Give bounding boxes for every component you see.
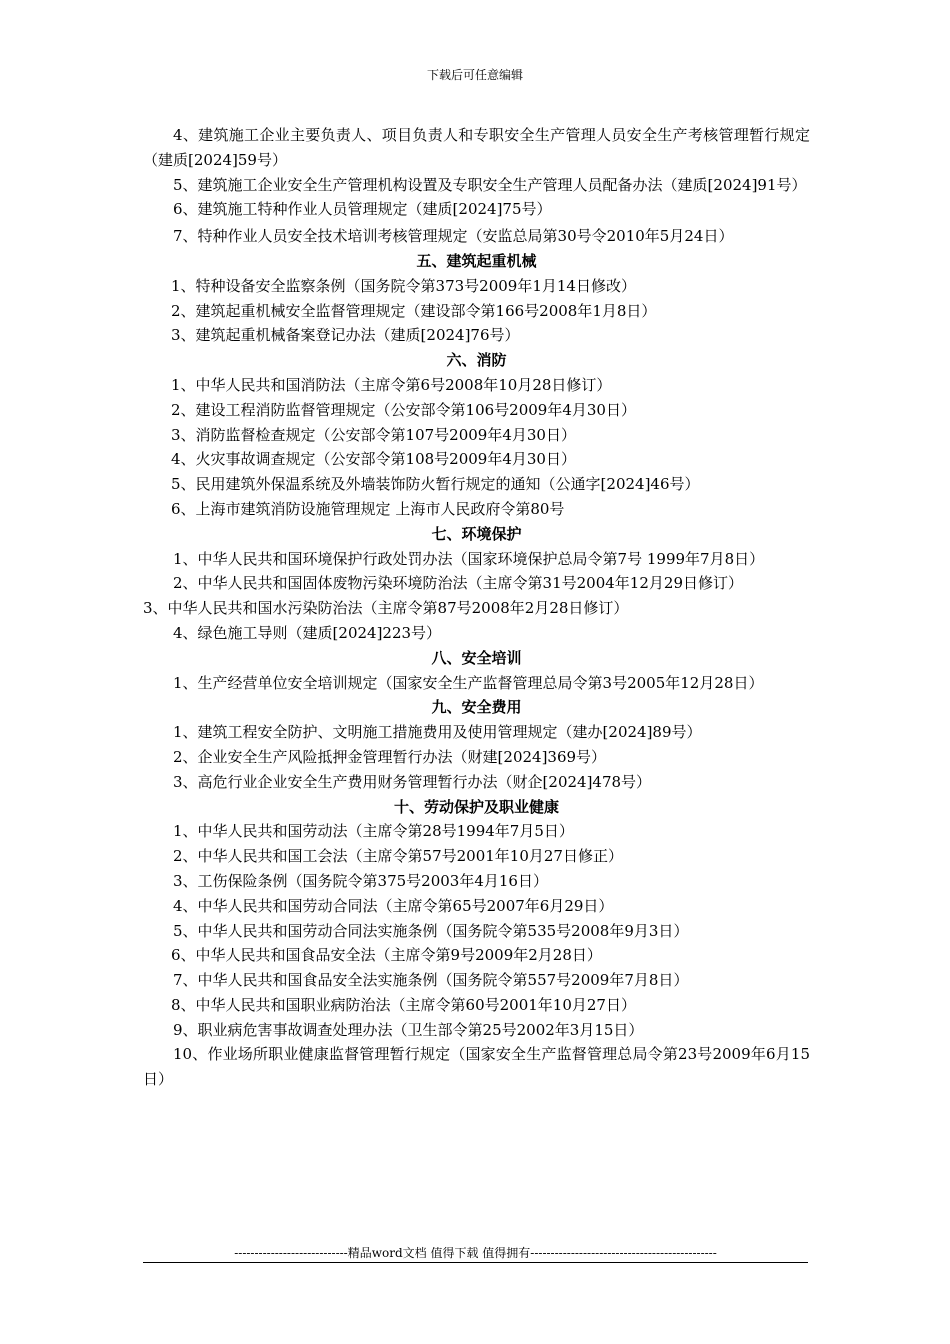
page-header: 下载后可任意编辑 [426, 68, 523, 82]
document-body [143, 123, 810, 1092]
regulation-item: 7、特种作业人员安全技术培训考核管理规定（安监总局第30号令2010年5月24日） [173, 227, 734, 246]
regulation-item: 4、绿色施工导则（建质[2024]223号） [173, 623, 442, 642]
regulation-item: 1、中华人民共和国劳动法（主席令第28号1994年7月5日） [173, 822, 574, 841]
regulation-item: 5、建筑施工企业安全生产管理机构设置及专职安全生产管理人员配备办法（建质[2024]91号） [173, 175, 807, 194]
regulation-item: 1、中华人民共和国消防法（主席令第6号2008年10月28日修订） [171, 375, 612, 394]
regulation-item: 2、中华人民共和国工会法（主席令第57号2001年10月27日修正） [173, 847, 623, 866]
regulation-item: 4、建筑施工企业主要负责人、项目负责人和专职安全生产管理人员安全生产考核管理暂行规定（建质[2024]59号） [143, 126, 810, 169]
section-heading: 六、消防 [446, 351, 507, 370]
regulation-item: 3、高危行业企业安全生产费用财务管理暂行办法（财企[2024]478号） [173, 772, 652, 791]
footer-rule [143, 1262, 808, 1263]
section-heading: 十、劳动保护及职业健康 [393, 797, 559, 816]
regulation-item: 2、中华人民共和国固体废物污染环境防治法（主席令第31号2004年12月29日修订） [173, 574, 743, 593]
regulation-item: 4、中华人民共和国劳动合同法（主席令第65号2007年6月29日） [173, 896, 614, 915]
regulation-item: 5、民用建筑外保温系统及外墙装饰防火暂行规定的通知（公通字[2024]46号） [171, 475, 700, 494]
regulation-item: 5、中华人民共和国劳动合同法实施条例（国务院令第535号2008年9月3日） [173, 921, 689, 940]
regulation-item: 8、中华人民共和国职业病防治法（主席令第60号2001年10月27日） [171, 995, 636, 1014]
page-footer: ----------------------------精品word文档 值得下载 值得拥有---------------------------------------------- [234, 1246, 717, 1260]
regulation-item: 6、中华人民共和国食品安全法（主席令第9号2009年2月28日） [171, 946, 602, 965]
regulation-item: 10、作业场所职业健康监督管理暂行规定（国家安全生产监督管理总局令第23号2009年6月15日） [143, 1045, 810, 1089]
regulation-item: 7、中华人民共和国食品安全法实施条例（国务院令第557号2009年7月8日） [173, 971, 689, 990]
regulation-item: 1、特种设备安全监察条例（国务院令第373号2009年1月14日修改） [171, 276, 636, 295]
regulation-item: 2、企业安全生产风险抵押金管理暂行办法（财建[2024]369号） [173, 747, 607, 766]
regulation-item: 1、生产经营单位安全培训规定（国家安全生产监督管理总局令第3号2005年12月28日） [173, 673, 764, 692]
regulation-item: 1、中华人民共和国环境保护行政处罚办法（国家环境保护总局令第7号 1999年7月8日） [173, 549, 765, 568]
regulation-item: 3、消防监督检查规定（公安部令第107号2009年4月30日） [171, 425, 576, 444]
regulation-item: 3、中华人民共和国水污染防治法（主席令第87号2008年2月28日修订） [143, 599, 629, 618]
section-heading: 八、安全培训 [431, 648, 522, 667]
section-heading: 五、建筑起重机械 [416, 251, 537, 270]
regulation-item: 6、建筑施工特种作业人员管理规定（建质[2024]75号） [173, 200, 552, 219]
regulation-item: 2、建筑起重机械安全监督管理规定（建设部令第166号2008年1月8日） [171, 301, 657, 320]
regulation-item: 4、火灾事故调查规定（公安部令第108号2009年4月30日） [171, 450, 576, 469]
regulation-item: 3、工伤保险条例（国务院令第375号2003年4月16日） [173, 871, 548, 890]
regulation-item: 2、建设工程消防监督管理规定（公安部令第106号2009年4月30日） [171, 400, 636, 419]
regulation-item: 1、建筑工程安全防护、文明施工措施费用及使用管理规定（建办[2024]89号） [173, 723, 702, 742]
regulation-item: 3、建筑起重机械备案登记办法（建质[2024]76号） [171, 326, 520, 345]
regulation-item: 9、职业病危害事故调查处理办法（卫生部令第25号2002年3月15日） [173, 1020, 644, 1039]
section-heading: 七、环境保护 [431, 524, 522, 543]
regulation-item: 6、上海市建筑消防设施管理规定 上海市人民政府令第80号 [171, 499, 565, 518]
section-heading: 九、安全费用 [431, 698, 522, 717]
